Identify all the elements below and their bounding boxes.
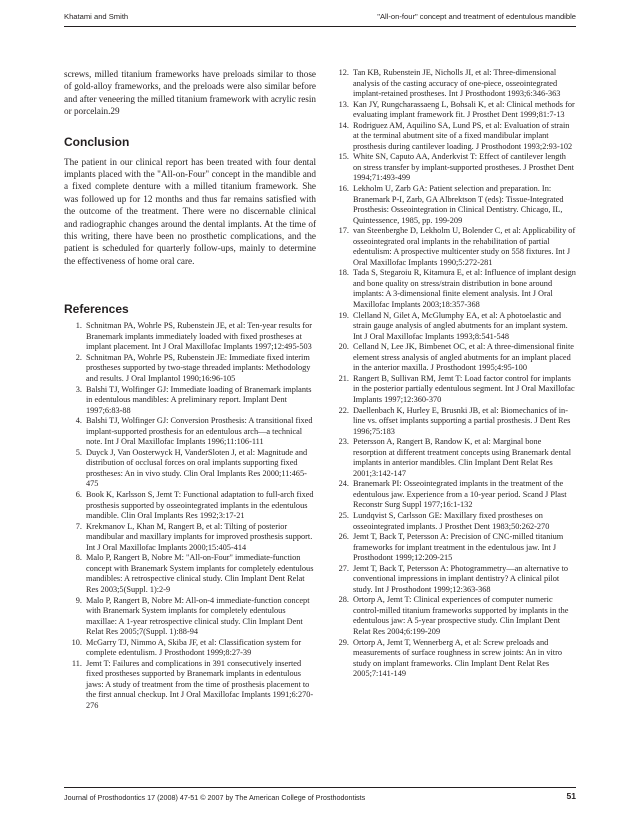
reference-text: Schnitman PA, Wohrle PS, Rubenstein JE: Immediate fixed interim prostheses supported by two-stage threaded implants: Methodology and results. J Oral Implantol 1990;16:96-105 — [86, 352, 311, 384]
reference-item — [64, 553, 316, 595]
reference-text: White SN, Caputo AA, Anderkvist T: Effect of cantilever length on stress transfer by implant-supported prostheses. J Prosthet Dent 1994;71:493-499 — [353, 152, 574, 183]
reference-number: 9. — [75, 595, 82, 605]
intro-paragraph: screws, milled titanium frameworks have preloads similar to those of gold-alloy frameworks, and the preloads were also similar before and after veneering the milled titanium framework with acrylic resin or porcelain.29 — [64, 69, 316, 117]
reference-list-right — [333, 68, 576, 680]
reference-item — [333, 268, 576, 310]
reference-text: Schnitman PA, Wohrle PS, Rubenstein JE, et al: Ten-year results for Branemark implants immediately loaded with fixed prostheses at implant placement. Int J Oral Maxillofac Implants 1997;12:495-503 — [86, 321, 313, 352]
reference-number: 10. — [71, 637, 82, 647]
reference-item — [333, 152, 576, 184]
reference-text: Lekholm U, Zarb GA: Patient selection and preparation. In: Branemark P-I, Zarb, GA Albrektson T (eds): Tissue-Integrated Prosthesis: Osseointegration in Clinical Dentistry. Chicago, IL, Quintessence, 1985, pp. 199-209 — [353, 184, 564, 225]
reference-item — [64, 596, 316, 638]
reference-item — [333, 532, 576, 564]
reference-item — [333, 374, 576, 406]
reference-text: Kan JY, Rungcharassaeng L, Bohsali K, et al: Clinical methods for evaluating implant framework fit. J Prosthet Dent 1999;81:7-13 — [353, 99, 575, 120]
reference-item — [333, 437, 576, 479]
reference-item — [64, 385, 316, 417]
reference-number: 1. — [75, 321, 82, 331]
reference-text: Jemt T, Back T, Petersson A: Photogrammetry—an alternative to conventional impressions in implant dentistry? A clinical pilot study. Int J Prosthodont 1999;12:363-368 — [353, 563, 569, 594]
reference-text: McGarry TJ, Nimmo A, Skiba JF, et al: Classification system for complete edentulism. J Prosthodont 1999;8:27-39 — [86, 637, 302, 658]
reference-number: 28. — [338, 595, 349, 605]
reference-item — [333, 100, 576, 121]
header-rule — [64, 26, 576, 27]
right-column — [333, 68, 576, 680]
reference-text: Rangert B, Sullivan RM, Jemt T: Load factor control for implants in the posterior partially edentulous segment. Int J Oral Maxillofac Implants 1997;12:360-370 — [353, 373, 575, 404]
reference-text: Ortorp A, Jemt T: Clinical experiences of computer numeric control-milled titanium frameworks supported by implants in the edentulous jaw: A 5-year prospective study. Clin Implant Dent Relat Res 2004;6:199-209 — [353, 595, 569, 636]
reference-number: 4. — [75, 416, 82, 426]
reference-item — [333, 121, 576, 153]
running-head-authors: Khatami and Smith — [64, 12, 129, 21]
reference-text: Tan KB, Rubenstein JE, Nicholls JI, et al: Three-dimensional analysis of the casting accuracy of one-piece, osseointegrated implant-retained prostheses. Int J Prosthodont 1993;6:346-363 — [353, 68, 561, 99]
reference-number: 29. — [338, 637, 349, 647]
reference-number: 24. — [338, 479, 349, 489]
reference-number: 7. — [75, 521, 82, 531]
reference-number: 15. — [338, 152, 349, 162]
reference-text: Daellenbach K, Hurley E, Brusnki JB, et al: Biomechanics of in-line vs. offset implants supporting a partial prosthesis. J Dent Res 1996;75:183 — [353, 405, 571, 436]
reference-number: 19. — [338, 310, 349, 320]
reference-number: 26. — [338, 532, 349, 542]
reference-text: Ortorp A, Jemt T, Wennerberg A, et al: Screw preloads and measurements of surface roughness in screw joints: An in vitro study on implant frameworks. Clin Implant Dent Relat Res 2005;7:141-149 — [353, 637, 562, 679]
reference-text: van Steenberghe D, Lekholm U, Bolender C, et al: Applicability of osseointegrated oral implants in the rehabilitation of partial edentulism: A prospective multicenter study on 558 fixtures. Int J Oral Maxillofac Implants 1990;5:272-281 — [353, 226, 576, 267]
reference-item — [333, 511, 576, 532]
reference-number: 3. — [75, 384, 82, 394]
reference-number: 5. — [75, 447, 82, 457]
reference-number: 25. — [338, 510, 349, 520]
reference-item — [64, 490, 316, 522]
reference-number: 11. — [71, 658, 82, 668]
reference-number: 6. — [75, 490, 82, 500]
reference-text: Book K, Karlsson S, Jemt T: Functional adaptation to full-arch fixed prosthesis supported by osseointegrated implants in the edentulous mandible. Clin Oral Implants Res 1992;3:17-21 — [86, 490, 314, 521]
reference-number: 12. — [338, 68, 349, 77]
reference-item — [64, 638, 316, 659]
footer-journal: Journal of Prosthodontics 17 (2008) 47-51 © 2007 by The American College of Prosthodontists — [64, 793, 366, 802]
reference-number: 14. — [338, 120, 349, 130]
reference-number: 21. — [338, 373, 349, 383]
page-number: 51 — [566, 791, 576, 801]
reference-number: 27. — [338, 563, 349, 573]
reference-item — [333, 564, 576, 596]
reference-item — [64, 321, 316, 353]
reference-item — [64, 416, 316, 448]
reference-item — [333, 595, 576, 637]
reference-number: 13. — [338, 99, 349, 109]
reference-item — [333, 342, 576, 374]
reference-text: Clelland N, Gilet A, McGlumphy EA, et al: A photoelastic and strain gauge analysis of angled abutments for an implant system. Int J Oral Maxillofac Implants 1993;8:541-548 — [353, 310, 568, 341]
reference-number: 8. — [75, 553, 82, 563]
reference-text: Petersson A, Rangert B, Randow K, et al: Marginal bone resorption at different treatment concepts using Branemark dental implants in anterior mandibles. Clin Implant Dent Relat Res 2001;3:142-147 — [353, 437, 572, 478]
reference-item — [333, 311, 576, 343]
reference-number: 2. — [75, 352, 82, 362]
running-head-title: "All-on-four" concept and treatment of edentulous mandible — [377, 12, 576, 21]
reference-item — [333, 68, 576, 100]
reference-text: Jemt T: Failures and complications in 391 consecutively inserted fixed prostheses supported by Branemark implants in edentulous jaws: A study of treatment from the time of prosthesis placement to the first annual checkup. Int J Oral Maxillofac Implants 1991;6:270-276 — [86, 658, 314, 710]
reference-text: Balshi TJ, Wolfinger GJ: Immediate loading of Branemark implants in edentulous mandibles: A preliminary report. Implant Dent 1997;6:83-88 — [86, 384, 312, 415]
reference-number: 22. — [338, 405, 349, 415]
reference-number: 20. — [338, 342, 349, 352]
conclusion-paragraph: The patient in our clinical report has been treated with four dental implants placed with the "All-on-Four" concept in the mandible and a fixed complete denture with a milled titanium framework. She was followed up for 12 months and thus far remains satisfied with the outcome of the treatment. There were no discernable clinical and radiographic changes around the dental implants. At the time of this writing, there have been no prosthetic complications, and the patient is scheduled for quarterly follow-ups, mainly to determine the effectiveness of home oral care. — [64, 156, 316, 266]
reference-text: Malo P, Rangert B, Nobre M: All-on-4 immediate-function concept with Branemark System implants for completely edentulous maxillae: A 1-year retrospective clinical study. Clin Implant Dent Relat Res 2005;7(Suppl. 1):88-94 — [86, 595, 310, 637]
references-heading: References — [64, 302, 129, 317]
left-column — [64, 68, 316, 712]
reference-item — [333, 479, 576, 511]
reference-text: Rodriguez AM, Aquilino SA, Lund PS, et al: Evaluation of strain at the terminal abutment site of a fixed mandibular implant prosthesis during cantilever loading. J Prosthodont 1993;2:93-102 — [353, 120, 573, 151]
reference-item — [333, 226, 576, 268]
reference-text: Lundqvist S, Carlsson GE: Maxillary fixed prostheses on osseointegrated implants. J Prosthet Dent 1983;50:262-270 — [353, 510, 550, 531]
reference-item — [64, 659, 316, 712]
reference-number: 17. — [338, 226, 349, 236]
reference-number: 16. — [338, 184, 349, 194]
reference-text: Balshi TJ, Wolfinger GJ: Conversion Prosthesis: A transitional fixed implant-supported prosthesis for an edentulous arch—a technical note. Int J Oral Maxillofac Implants 1996;11:106-111 — [86, 416, 313, 447]
conclusion-heading: Conclusion — [64, 134, 130, 149]
reference-list-left — [64, 321, 316, 711]
reference-item — [64, 522, 316, 554]
reference-number: 23. — [338, 437, 349, 447]
reference-text: Krekmanov L, Khan M, Rangert B, et al: Tilting of posterior mandibular and maxillary implants for improved prosthesis support. Int J Oral Maxillofac Implants 2000;15:405-414 — [86, 521, 313, 552]
reference-text: Jemt T, Back T, Petersson A: Precision of CNC-milled titanium frameworks for implant treatment in the edentulous jaw. Int J Prosthodont 1999;12:209-215 — [353, 532, 564, 563]
reference-text: Branemark PI: Osseointegrated implants in the treatment of the edentulous jaw. Experience from a 10-year period. Scand J Plast Reconstr Surg Suppl 1977;16:1-132 — [353, 479, 567, 510]
reference-item — [64, 353, 316, 385]
reference-text: Tada S, Stegaroiu R, Kitamura E, et al: Influence of implant design and bone quality on stress/strain distribution in bone around implants: A 3-dimensional finite element analysis. Int J Oral Maxillofac Implants 2003;18:357-368 — [353, 268, 576, 310]
reference-number: 18. — [338, 268, 349, 278]
reference-item — [64, 448, 316, 490]
reference-item — [333, 406, 576, 438]
reference-item — [333, 638, 576, 680]
reference-text: Malo P, Rangert B, Nobre M: "All-on-Four" immediate-function concept with Branemark System implants for completely edentulous mandibles: A retrospective clinical study. Clin Implant Dent Relat Res 2003;5(Suppl. 1):2-9 — [86, 553, 314, 594]
reference-text: Duyck J, Van Oosterwyck H, VanderSloten J, et al: Magnitude and distribution of occlusal forces on oral implants supporting fixed prostheses: An in vivo study. Clin Oral Implants Res 2000;11:465-475 — [86, 447, 308, 489]
reference-item — [333, 184, 576, 226]
reference-text: Celland N, Lee JK, Bimbenet OC, et al: A three-dimensional finite element stress analysis of angled abutments for an implant placed in the anterior maxilla. J Prosthodont 1995;4:95-100 — [353, 342, 574, 373]
footer-rule — [64, 787, 576, 788]
